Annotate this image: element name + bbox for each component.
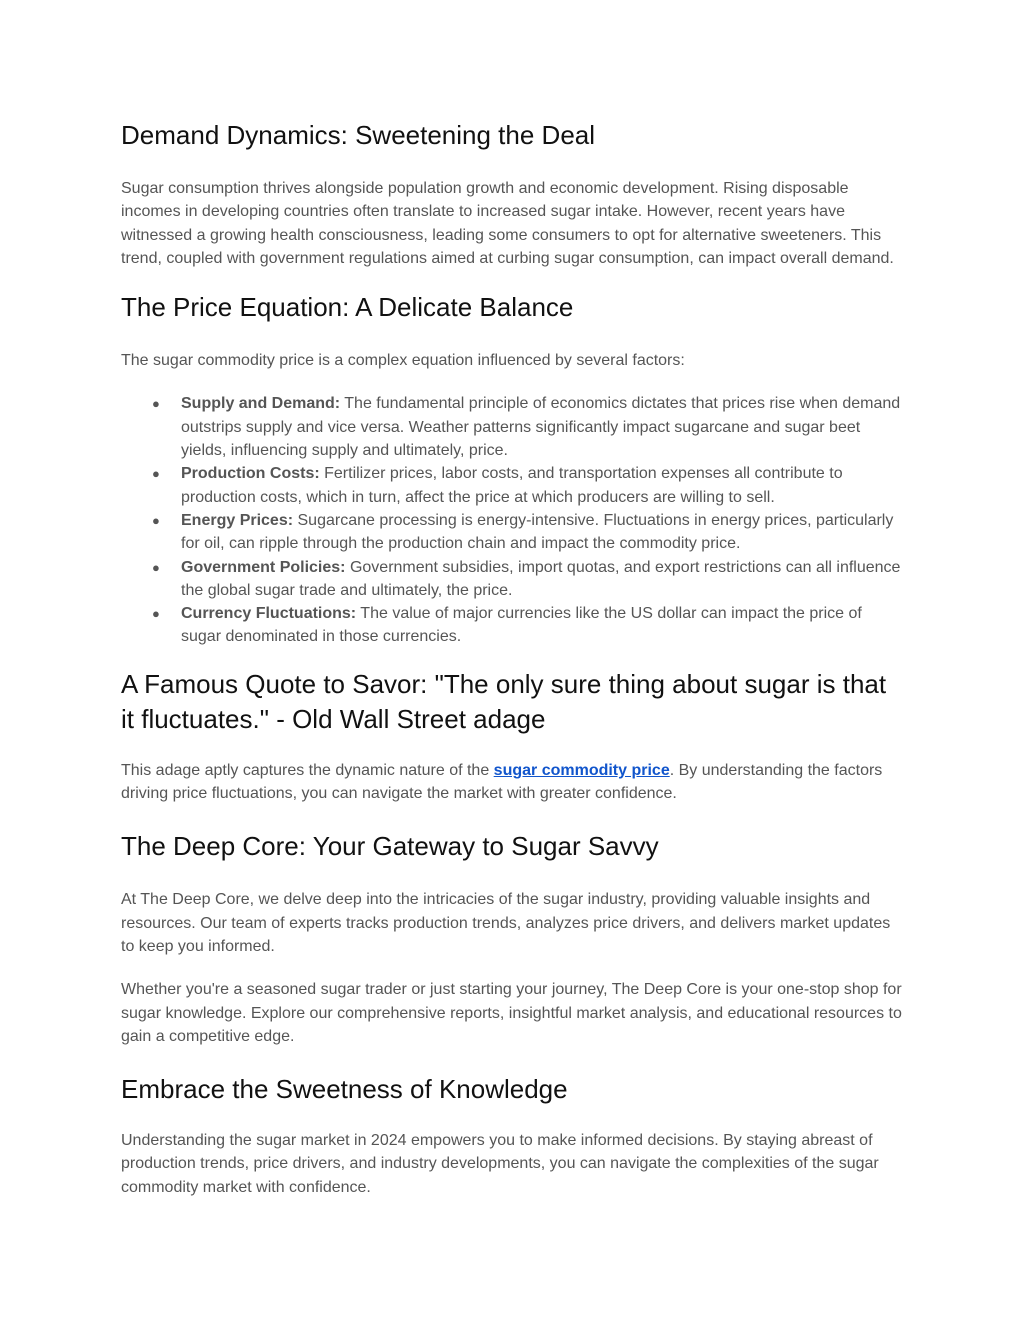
section-heading: Embrace the Sweetness of Knowledge — [121, 1074, 568, 1105]
factor-text: Fertilizer prices, labor costs, and transportation expenses all contribute to production costs, which in turn, affect the price at which producers are willing to sell. — [181, 465, 843, 506]
list-item — [121, 462, 906, 509]
factor-list — [121, 392, 906, 648]
quote-body-after: . By understanding the factors driving price fluctuations, you can navigate the market with greater confidence. — [121, 761, 883, 803]
section-intro: The sugar commodity price is a complex equation influenced by several factors: — [121, 352, 685, 370]
bullet-icon: ● — [152, 606, 160, 622]
factor-title: Government Policies: — [181, 558, 346, 576]
factor-title: Supply and Demand: — [181, 395, 341, 413]
factor-title: Currency Fluctuations: — [181, 605, 357, 623]
factor-text: Sugarcane processing is energy-intensive. Fluctuations in energy prices, particularly for oil, can ripple through the production chain and impact the commodity price. — [181, 511, 894, 553]
factor-text: The value of major currencies like the US dollar can impact the price of sugar denominated in those currencies. — [181, 605, 862, 646]
section-embrace-knowledge — [121, 1072, 906, 1199]
factor-text: Government subsidies, import quotas, and export restrictions can all influence the global sugar trade and ultimately, the price. — [181, 558, 901, 599]
section-paragraph: Understanding the sugar market in 2024 empowers you to make informed decisions. By staying abreast of production trends, price drivers, and industry developments, you can navigate the complexities of the sugar commodity market with confidence. — [121, 1132, 879, 1196]
section-paragraph: At The Deep Core, we delve deep into the intricacies of the sugar industry, providing valuable insights and resources. Our team of experts tracks production trends, analyzes price drivers, and delivers market updates to keep you informed. — [121, 891, 891, 955]
list-item — [121, 509, 906, 556]
section-demand-dynamics — [121, 118, 906, 270]
section-heading: The Deep Core: Your Gateway to Sugar Savvy — [121, 831, 659, 862]
section-paragraph: Whether you're a seasoned sugar trader or just starting your journey, The Deep Core is your one-stop shop for sugar knowledge. Explore our comprehensive reports, insightful market analysis, and educational resources to gain a competitive edge. — [121, 981, 902, 1045]
bullet-icon: ● — [152, 466, 160, 482]
section-paragraph — [121, 759, 906, 806]
section-heading: The Price Equation: A Delicate Balance — [121, 292, 574, 323]
factor-title: Production Costs: — [181, 465, 320, 483]
factor-text: The fundamental principle of economics dictates that prices rise when demand outstrips supply and vice versa. Weather patterns significantly impact sugarcane and sugar beet yields, influencing supply and ultimately, price. — [181, 395, 901, 460]
list-item — [121, 602, 906, 649]
section-deep-core — [121, 829, 906, 1048]
bullet-icon: ● — [152, 396, 160, 412]
section-heading: Demand Dynamics: Sweetening the Deal — [121, 120, 596, 150]
quote-body-before: This adage aptly captures the dynamic nature of the — [121, 761, 494, 779]
document-page — [121, 118, 906, 1199]
section-price-equation — [121, 290, 906, 649]
section-paragraph: Sugar consumption thrives alongside population growth and economic development. Rising disposable incomes in developing countries often translate to increased sugar intake. However, recent years have witnessed a growing health consciousness, leading some consumers to opt for alternative sweeteners. This trend, coupled with government regulations aimed at curbing sugar consumption, can impact overall demand. — [121, 180, 894, 267]
bullet-icon: ● — [152, 512, 160, 528]
list-item — [121, 556, 906, 603]
section-heading: A Famous Quote to Savor: "The only sure thing about sugar is that it fluctuates." - Old Wall Street adage — [121, 668, 887, 734]
sugar-commodity-price-link[interactable]: sugar commodity price — [493, 761, 670, 779]
factor-title: Energy Prices: — [181, 511, 294, 529]
section-famous-quote — [121, 667, 906, 806]
bullet-icon: ● — [152, 559, 160, 575]
list-item — [121, 392, 906, 462]
